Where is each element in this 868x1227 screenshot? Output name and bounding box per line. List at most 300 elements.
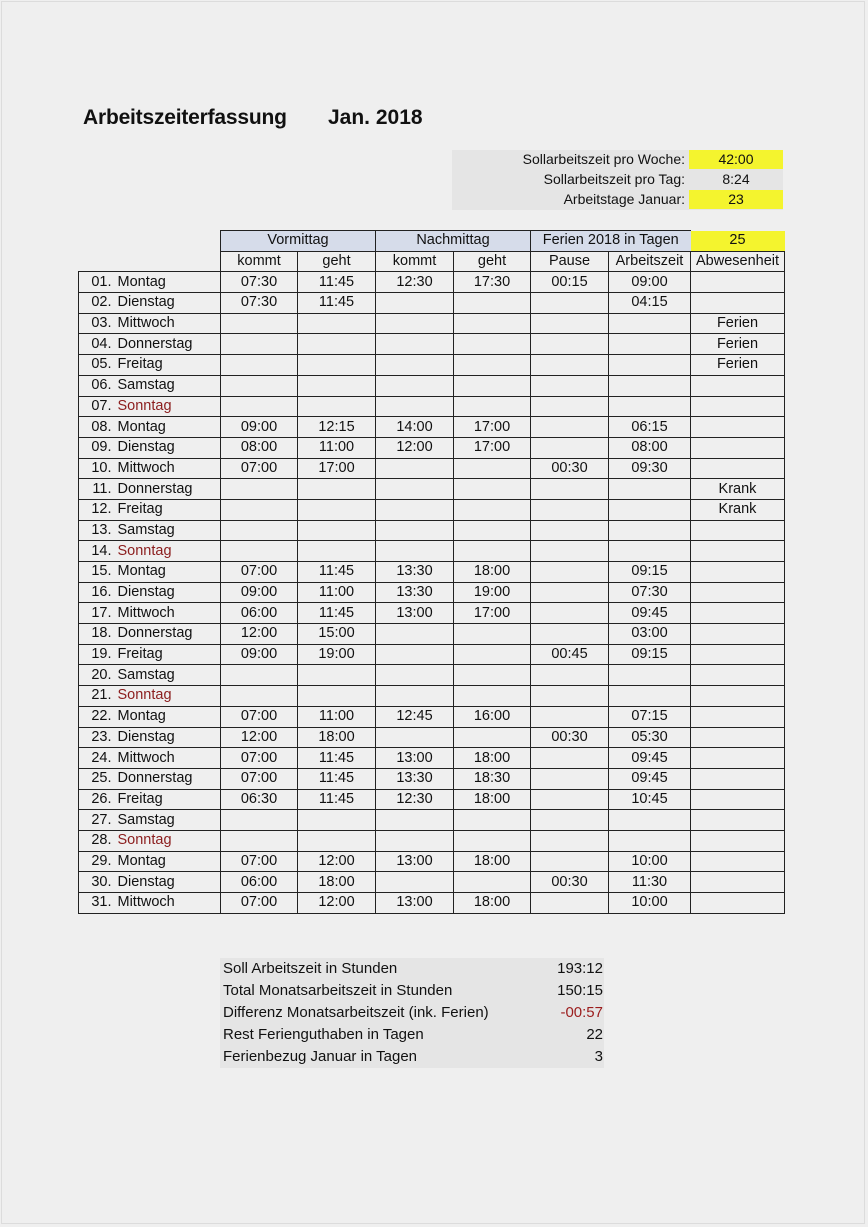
time-cell[interactable] <box>376 830 454 851</box>
time-cell[interactable] <box>691 706 785 727</box>
time-cell[interactable]: 09:00 <box>221 644 298 665</box>
time-cell[interactable] <box>376 686 454 707</box>
time-cell[interactable]: 12:30 <box>376 789 454 810</box>
day-number: 31. <box>79 893 115 914</box>
vacation-value[interactable]: 25 <box>691 231 785 252</box>
weekday: Mittwoch <box>115 893 221 914</box>
weekday: Montag <box>115 706 221 727</box>
time-cell[interactable] <box>531 437 609 458</box>
time-cell[interactable] <box>221 541 298 562</box>
day-number: 29. <box>79 851 115 872</box>
time-cell[interactable] <box>298 665 376 686</box>
time-cell[interactable] <box>691 396 785 417</box>
time-cell[interactable]: 13:30 <box>376 768 454 789</box>
time-cell[interactable]: 12:00 <box>298 893 376 914</box>
time-cell[interactable]: 17:00 <box>454 417 531 438</box>
time-cell[interactable]: 18:00 <box>454 893 531 914</box>
day-number: 20. <box>79 665 115 686</box>
time-cell[interactable]: 11:45 <box>298 748 376 769</box>
time-cell[interactable]: Ferien <box>691 334 785 355</box>
time-cell[interactable]: 18:00 <box>454 789 531 810</box>
time-cell[interactable]: 12:00 <box>221 727 298 748</box>
column-header: Abwesenheit <box>691 251 785 272</box>
time-cell[interactable] <box>454 499 531 520</box>
time-cell[interactable] <box>531 706 609 727</box>
weekday: Donnerstag <box>115 768 221 789</box>
time-cell[interactable]: 18:00 <box>454 851 531 872</box>
time-cell[interactable] <box>454 644 531 665</box>
time-cell[interactable] <box>531 541 609 562</box>
time-cell[interactable] <box>531 520 609 541</box>
time-cell[interactable] <box>531 603 609 624</box>
time-cell[interactable] <box>221 686 298 707</box>
time-cell[interactable] <box>298 355 376 376</box>
target-value[interactable]: 23 <box>689 190 783 209</box>
summary-label: Total Monatsarbeitszeit in Stunden <box>223 982 453 999</box>
time-cell[interactable] <box>221 334 298 355</box>
time-cell[interactable] <box>531 768 609 789</box>
time-cell[interactable] <box>221 479 298 500</box>
time-cell[interactable] <box>376 520 454 541</box>
time-cell[interactable]: 07:15 <box>609 706 691 727</box>
weekday: Sonntag <box>115 396 221 417</box>
time-cell[interactable] <box>376 479 454 500</box>
time-cell[interactable]: 10:00 <box>609 851 691 872</box>
time-cell[interactable] <box>376 810 454 831</box>
time-cell[interactable] <box>298 479 376 500</box>
weekday: Dienstag <box>115 727 221 748</box>
summary-label: Rest Ferienguthaben in Tagen <box>223 1026 424 1043</box>
table-row <box>79 603 785 624</box>
time-cell[interactable] <box>221 665 298 686</box>
time-cell[interactable]: 15:00 <box>298 624 376 645</box>
time-cell[interactable]: 07:00 <box>221 851 298 872</box>
time-cell[interactable]: 07:30 <box>221 293 298 314</box>
weekday: Dienstag <box>115 293 221 314</box>
time-cell[interactable]: Krank <box>691 499 785 520</box>
time-cell[interactable] <box>298 810 376 831</box>
time-cell[interactable]: 07:00 <box>221 458 298 479</box>
time-cell[interactable]: 16:00 <box>454 706 531 727</box>
time-cell[interactable] <box>454 355 531 376</box>
time-cell[interactable] <box>298 541 376 562</box>
time-cell[interactable] <box>609 334 691 355</box>
time-cell[interactable] <box>691 562 785 583</box>
time-cell[interactable] <box>691 293 785 314</box>
day-number: 15. <box>79 562 115 583</box>
time-cell[interactable]: 14:00 <box>376 417 454 438</box>
target-row-week <box>452 150 783 170</box>
time-cell[interactable] <box>376 396 454 417</box>
day-number: 23. <box>79 727 115 748</box>
time-cell[interactable] <box>376 872 454 893</box>
time-cell[interactable]: 12:30 <box>376 272 454 293</box>
time-cell[interactable] <box>376 541 454 562</box>
day-number: 22. <box>79 706 115 727</box>
time-cell[interactable] <box>609 686 691 707</box>
time-cell[interactable]: 00:30 <box>531 872 609 893</box>
time-cell[interactable] <box>691 417 785 438</box>
time-cell[interactable]: 13:00 <box>376 748 454 769</box>
table-row <box>79 375 785 396</box>
day-number: 12. <box>79 499 115 520</box>
time-cell[interactable] <box>609 810 691 831</box>
time-cell[interactable] <box>691 748 785 769</box>
time-cell[interactable] <box>376 644 454 665</box>
weekday: Samstag <box>115 810 221 831</box>
time-cell[interactable]: 07:00 <box>221 562 298 583</box>
time-cell[interactable]: 06:00 <box>221 872 298 893</box>
weekday: Donnerstag <box>115 624 221 645</box>
time-cell[interactable]: 18:00 <box>298 727 376 748</box>
time-cell[interactable] <box>531 479 609 500</box>
weekday: Freitag <box>115 355 221 376</box>
time-cell[interactable] <box>691 686 785 707</box>
weekday: Donnerstag <box>115 479 221 500</box>
day-number: 30. <box>79 872 115 893</box>
time-cell[interactable] <box>298 396 376 417</box>
time-cell[interactable]: 09:00 <box>221 582 298 603</box>
time-cell[interactable]: Ferien <box>691 313 785 334</box>
weekday: Mittwoch <box>115 603 221 624</box>
time-cell[interactable] <box>609 313 691 334</box>
time-cell[interactable]: 07:00 <box>221 893 298 914</box>
time-cell[interactable]: 11:45 <box>298 272 376 293</box>
time-cell[interactable]: 11:45 <box>298 789 376 810</box>
time-cell[interactable] <box>531 396 609 417</box>
time-cell[interactable] <box>691 603 785 624</box>
time-cell[interactable]: 04:15 <box>609 293 691 314</box>
time-cell[interactable]: 18:00 <box>454 562 531 583</box>
time-cell[interactable]: 00:30 <box>531 458 609 479</box>
weekday: Samstag <box>115 665 221 686</box>
time-cell[interactable] <box>609 665 691 686</box>
summary-value: -00:57 <box>560 1004 603 1021</box>
time-cell[interactable]: 12:15 <box>298 417 376 438</box>
time-cell[interactable] <box>531 375 609 396</box>
time-cell[interactable] <box>376 334 454 355</box>
time-cell[interactable] <box>454 313 531 334</box>
day-number: 18. <box>79 624 115 645</box>
time-cell[interactable] <box>691 851 785 872</box>
time-cell[interactable] <box>454 396 531 417</box>
time-cell[interactable] <box>454 458 531 479</box>
time-cell[interactable] <box>376 375 454 396</box>
time-cell[interactable]: 05:30 <box>609 727 691 748</box>
time-cell[interactable] <box>531 417 609 438</box>
time-cell[interactable] <box>454 375 531 396</box>
time-cell[interactable]: 11:45 <box>298 562 376 583</box>
time-cell[interactable]: Krank <box>691 479 785 500</box>
time-cell[interactable]: 07:30 <box>221 272 298 293</box>
table-row <box>79 768 785 789</box>
time-cell[interactable]: 06:00 <box>221 603 298 624</box>
time-cell[interactable] <box>454 810 531 831</box>
time-cell[interactable]: 18:30 <box>454 768 531 789</box>
time-cell[interactable] <box>454 541 531 562</box>
time-cell[interactable] <box>531 686 609 707</box>
time-cell[interactable]: 09:45 <box>609 603 691 624</box>
weekday: Samstag <box>115 375 221 396</box>
time-cell[interactable] <box>531 562 609 583</box>
page-title: Arbeitszeiterfassung <box>83 106 287 129</box>
time-cell[interactable] <box>609 375 691 396</box>
summary-value: 150:15 <box>557 982 603 999</box>
time-cell[interactable]: 18:00 <box>298 872 376 893</box>
time-cell[interactable] <box>298 334 376 355</box>
table-row <box>79 562 785 583</box>
day-number: 04. <box>79 334 115 355</box>
weekday: Sonntag <box>115 830 221 851</box>
weekday: Mittwoch <box>115 458 221 479</box>
time-cell[interactable]: 17:00 <box>454 603 531 624</box>
day-number: 08. <box>79 417 115 438</box>
table-row <box>79 810 785 831</box>
time-cell[interactable]: 12:00 <box>376 437 454 458</box>
day-number: 21. <box>79 686 115 707</box>
target-label: Sollarbeitszeit pro Woche: <box>522 151 685 167</box>
time-cell[interactable]: 13:30 <box>376 582 454 603</box>
table-row <box>79 789 785 810</box>
target-row-day <box>452 170 783 190</box>
day-number: 26. <box>79 789 115 810</box>
table-row <box>79 437 785 458</box>
time-cell[interactable] <box>298 313 376 334</box>
table-row <box>79 872 785 893</box>
time-cell[interactable] <box>531 893 609 914</box>
column-header: kommt <box>221 251 298 272</box>
time-cell[interactable] <box>691 644 785 665</box>
time-cell[interactable]: 00:45 <box>531 644 609 665</box>
time-cell[interactable] <box>691 768 785 789</box>
target-row-workdays <box>452 190 783 210</box>
time-cell[interactable] <box>609 499 691 520</box>
weekday: Mittwoch <box>115 313 221 334</box>
time-cell[interactable] <box>454 334 531 355</box>
time-cell[interactable]: 00:15 <box>531 272 609 293</box>
weekday: Montag <box>115 562 221 583</box>
table-row <box>79 479 785 500</box>
time-cell[interactable]: 09:30 <box>609 458 691 479</box>
table-row <box>79 644 785 665</box>
time-cell[interactable]: 09:45 <box>609 748 691 769</box>
time-cell[interactable] <box>691 541 785 562</box>
target-label: Sollarbeitszeit pro Tag: <box>543 171 685 187</box>
time-cell[interactable] <box>609 830 691 851</box>
time-cell[interactable] <box>221 375 298 396</box>
time-cell[interactable] <box>691 789 785 810</box>
time-cell[interactable] <box>531 582 609 603</box>
day-number: 01. <box>79 272 115 293</box>
time-cell[interactable] <box>454 520 531 541</box>
time-cell[interactable]: 09:45 <box>609 768 691 789</box>
time-cell[interactable] <box>221 520 298 541</box>
time-cell[interactable]: 07:30 <box>609 582 691 603</box>
time-cell[interactable]: 11:00 <box>298 706 376 727</box>
summary-row <box>223 960 603 982</box>
time-cell[interactable] <box>691 437 785 458</box>
time-cell[interactable] <box>691 624 785 645</box>
summary-row <box>223 1004 603 1026</box>
table-row <box>79 541 785 562</box>
time-cell[interactable] <box>691 830 785 851</box>
time-cell[interactable]: 13:00 <box>376 893 454 914</box>
summary-value: 193:12 <box>557 960 603 977</box>
time-cell[interactable] <box>376 624 454 645</box>
time-cell[interactable] <box>454 293 531 314</box>
summary-row <box>223 1026 603 1048</box>
time-cell[interactable] <box>454 624 531 645</box>
time-cell[interactable] <box>531 293 609 314</box>
time-cell[interactable] <box>376 458 454 479</box>
time-cell[interactable]: 03:00 <box>609 624 691 645</box>
table-row <box>79 727 785 748</box>
time-cell[interactable]: 10:45 <box>609 789 691 810</box>
table-row <box>79 334 785 355</box>
time-cell[interactable] <box>454 665 531 686</box>
time-cell[interactable]: 11:30 <box>609 872 691 893</box>
table-row <box>79 830 785 851</box>
time-cell[interactable] <box>609 396 691 417</box>
time-cell[interactable] <box>298 375 376 396</box>
time-cell[interactable]: 17:00 <box>454 437 531 458</box>
table-row <box>79 748 785 769</box>
time-cell[interactable] <box>691 810 785 831</box>
target-value[interactable]: 42:00 <box>689 150 783 169</box>
time-cell[interactable]: 00:30 <box>531 727 609 748</box>
time-cell[interactable]: 11:45 <box>298 603 376 624</box>
time-cell[interactable]: 09:15 <box>609 562 691 583</box>
time-cell[interactable]: Ferien <box>691 355 785 376</box>
time-cell[interactable]: 11:00 <box>298 582 376 603</box>
weekday: Donnerstag <box>115 334 221 355</box>
time-cell[interactable] <box>691 893 785 914</box>
time-cell[interactable]: 09:00 <box>609 272 691 293</box>
time-cell[interactable] <box>221 810 298 831</box>
time-cell[interactable] <box>531 355 609 376</box>
time-cell[interactable]: 18:00 <box>454 748 531 769</box>
table-row <box>79 458 785 479</box>
time-cell[interactable] <box>691 872 785 893</box>
summary-label: Ferienbezug Januar in Tagen <box>223 1048 418 1065</box>
time-cell[interactable] <box>609 479 691 500</box>
summary-label: Differenz Monatsarbeitszeit (ink. Ferien) <box>223 1004 489 1021</box>
time-cell[interactable]: 07:00 <box>221 706 298 727</box>
time-cell[interactable] <box>531 499 609 520</box>
time-cell[interactable]: 06:15 <box>609 417 691 438</box>
time-cell[interactable]: 12:45 <box>376 706 454 727</box>
time-cell[interactable] <box>221 313 298 334</box>
time-cell[interactable] <box>531 334 609 355</box>
day-number: 07. <box>79 396 115 417</box>
time-cell[interactable] <box>609 520 691 541</box>
weekday: Freitag <box>115 499 221 520</box>
time-cell[interactable] <box>531 810 609 831</box>
time-cell[interactable] <box>298 686 376 707</box>
time-cell[interactable] <box>454 686 531 707</box>
time-cell[interactable] <box>691 727 785 748</box>
time-cell[interactable] <box>298 520 376 541</box>
time-cell[interactable]: 11:00 <box>298 437 376 458</box>
time-cell[interactable]: 19:00 <box>454 582 531 603</box>
time-cell[interactable]: 13:00 <box>376 851 454 872</box>
time-cell[interactable] <box>454 872 531 893</box>
time-cell[interactable] <box>691 375 785 396</box>
time-cell[interactable]: 12:00 <box>298 851 376 872</box>
time-cell[interactable]: 09:15 <box>609 644 691 665</box>
time-cell[interactable]: 13:30 <box>376 562 454 583</box>
time-cell[interactable] <box>454 830 531 851</box>
time-cell[interactable] <box>691 520 785 541</box>
time-cell[interactable]: 12:00 <box>221 624 298 645</box>
time-cell[interactable]: 17:00 <box>298 458 376 479</box>
time-cell[interactable]: 19:00 <box>298 644 376 665</box>
time-cell[interactable] <box>531 830 609 851</box>
time-cell[interactable] <box>531 313 609 334</box>
time-cell[interactable]: 07:00 <box>221 768 298 789</box>
time-cell[interactable] <box>531 851 609 872</box>
time-cell[interactable] <box>376 727 454 748</box>
weekday: Samstag <box>115 520 221 541</box>
time-cell[interactable]: 10:00 <box>609 893 691 914</box>
time-cell[interactable] <box>454 479 531 500</box>
column-header: Arbeitszeit <box>609 251 691 272</box>
time-cell[interactable] <box>691 458 785 479</box>
time-cell[interactable] <box>376 355 454 376</box>
summary-value: 22 <box>586 1026 603 1043</box>
day-number: 03. <box>79 313 115 334</box>
time-cell[interactable] <box>376 313 454 334</box>
time-cell[interactable] <box>609 541 691 562</box>
time-cell[interactable] <box>221 396 298 417</box>
table-row <box>79 851 785 872</box>
time-cell[interactable] <box>531 665 609 686</box>
time-cell[interactable] <box>376 293 454 314</box>
time-cell[interactable] <box>221 830 298 851</box>
time-cell[interactable]: 13:00 <box>376 603 454 624</box>
time-cell[interactable] <box>221 499 298 520</box>
table-row <box>79 893 785 914</box>
time-cell[interactable] <box>531 624 609 645</box>
time-cell[interactable] <box>221 355 298 376</box>
morning-header: Vormittag <box>221 231 376 252</box>
time-cell[interactable] <box>531 748 609 769</box>
time-cell[interactable] <box>691 665 785 686</box>
time-cell[interactable] <box>298 830 376 851</box>
time-cell[interactable]: 17:30 <box>454 272 531 293</box>
time-cell[interactable]: 11:45 <box>298 293 376 314</box>
time-cell[interactable] <box>376 665 454 686</box>
time-cell[interactable]: 11:45 <box>298 768 376 789</box>
column-header: Pause <box>531 251 609 272</box>
time-cell[interactable] <box>454 727 531 748</box>
weekday: Dienstag <box>115 582 221 603</box>
time-cell[interactable]: 07:00 <box>221 748 298 769</box>
time-cell[interactable]: 06:30 <box>221 789 298 810</box>
time-cell[interactable]: 08:00 <box>609 437 691 458</box>
time-cell[interactable]: 08:00 <box>221 437 298 458</box>
time-cell[interactable]: 09:00 <box>221 417 298 438</box>
time-cell[interactable] <box>376 499 454 520</box>
time-cell[interactable] <box>691 582 785 603</box>
time-cell[interactable] <box>531 789 609 810</box>
table-row <box>79 665 785 686</box>
time-cell[interactable] <box>609 355 691 376</box>
time-cell[interactable] <box>298 499 376 520</box>
summary-value: 3 <box>594 1048 603 1065</box>
table-row <box>79 520 785 541</box>
time-cell[interactable] <box>691 272 785 293</box>
